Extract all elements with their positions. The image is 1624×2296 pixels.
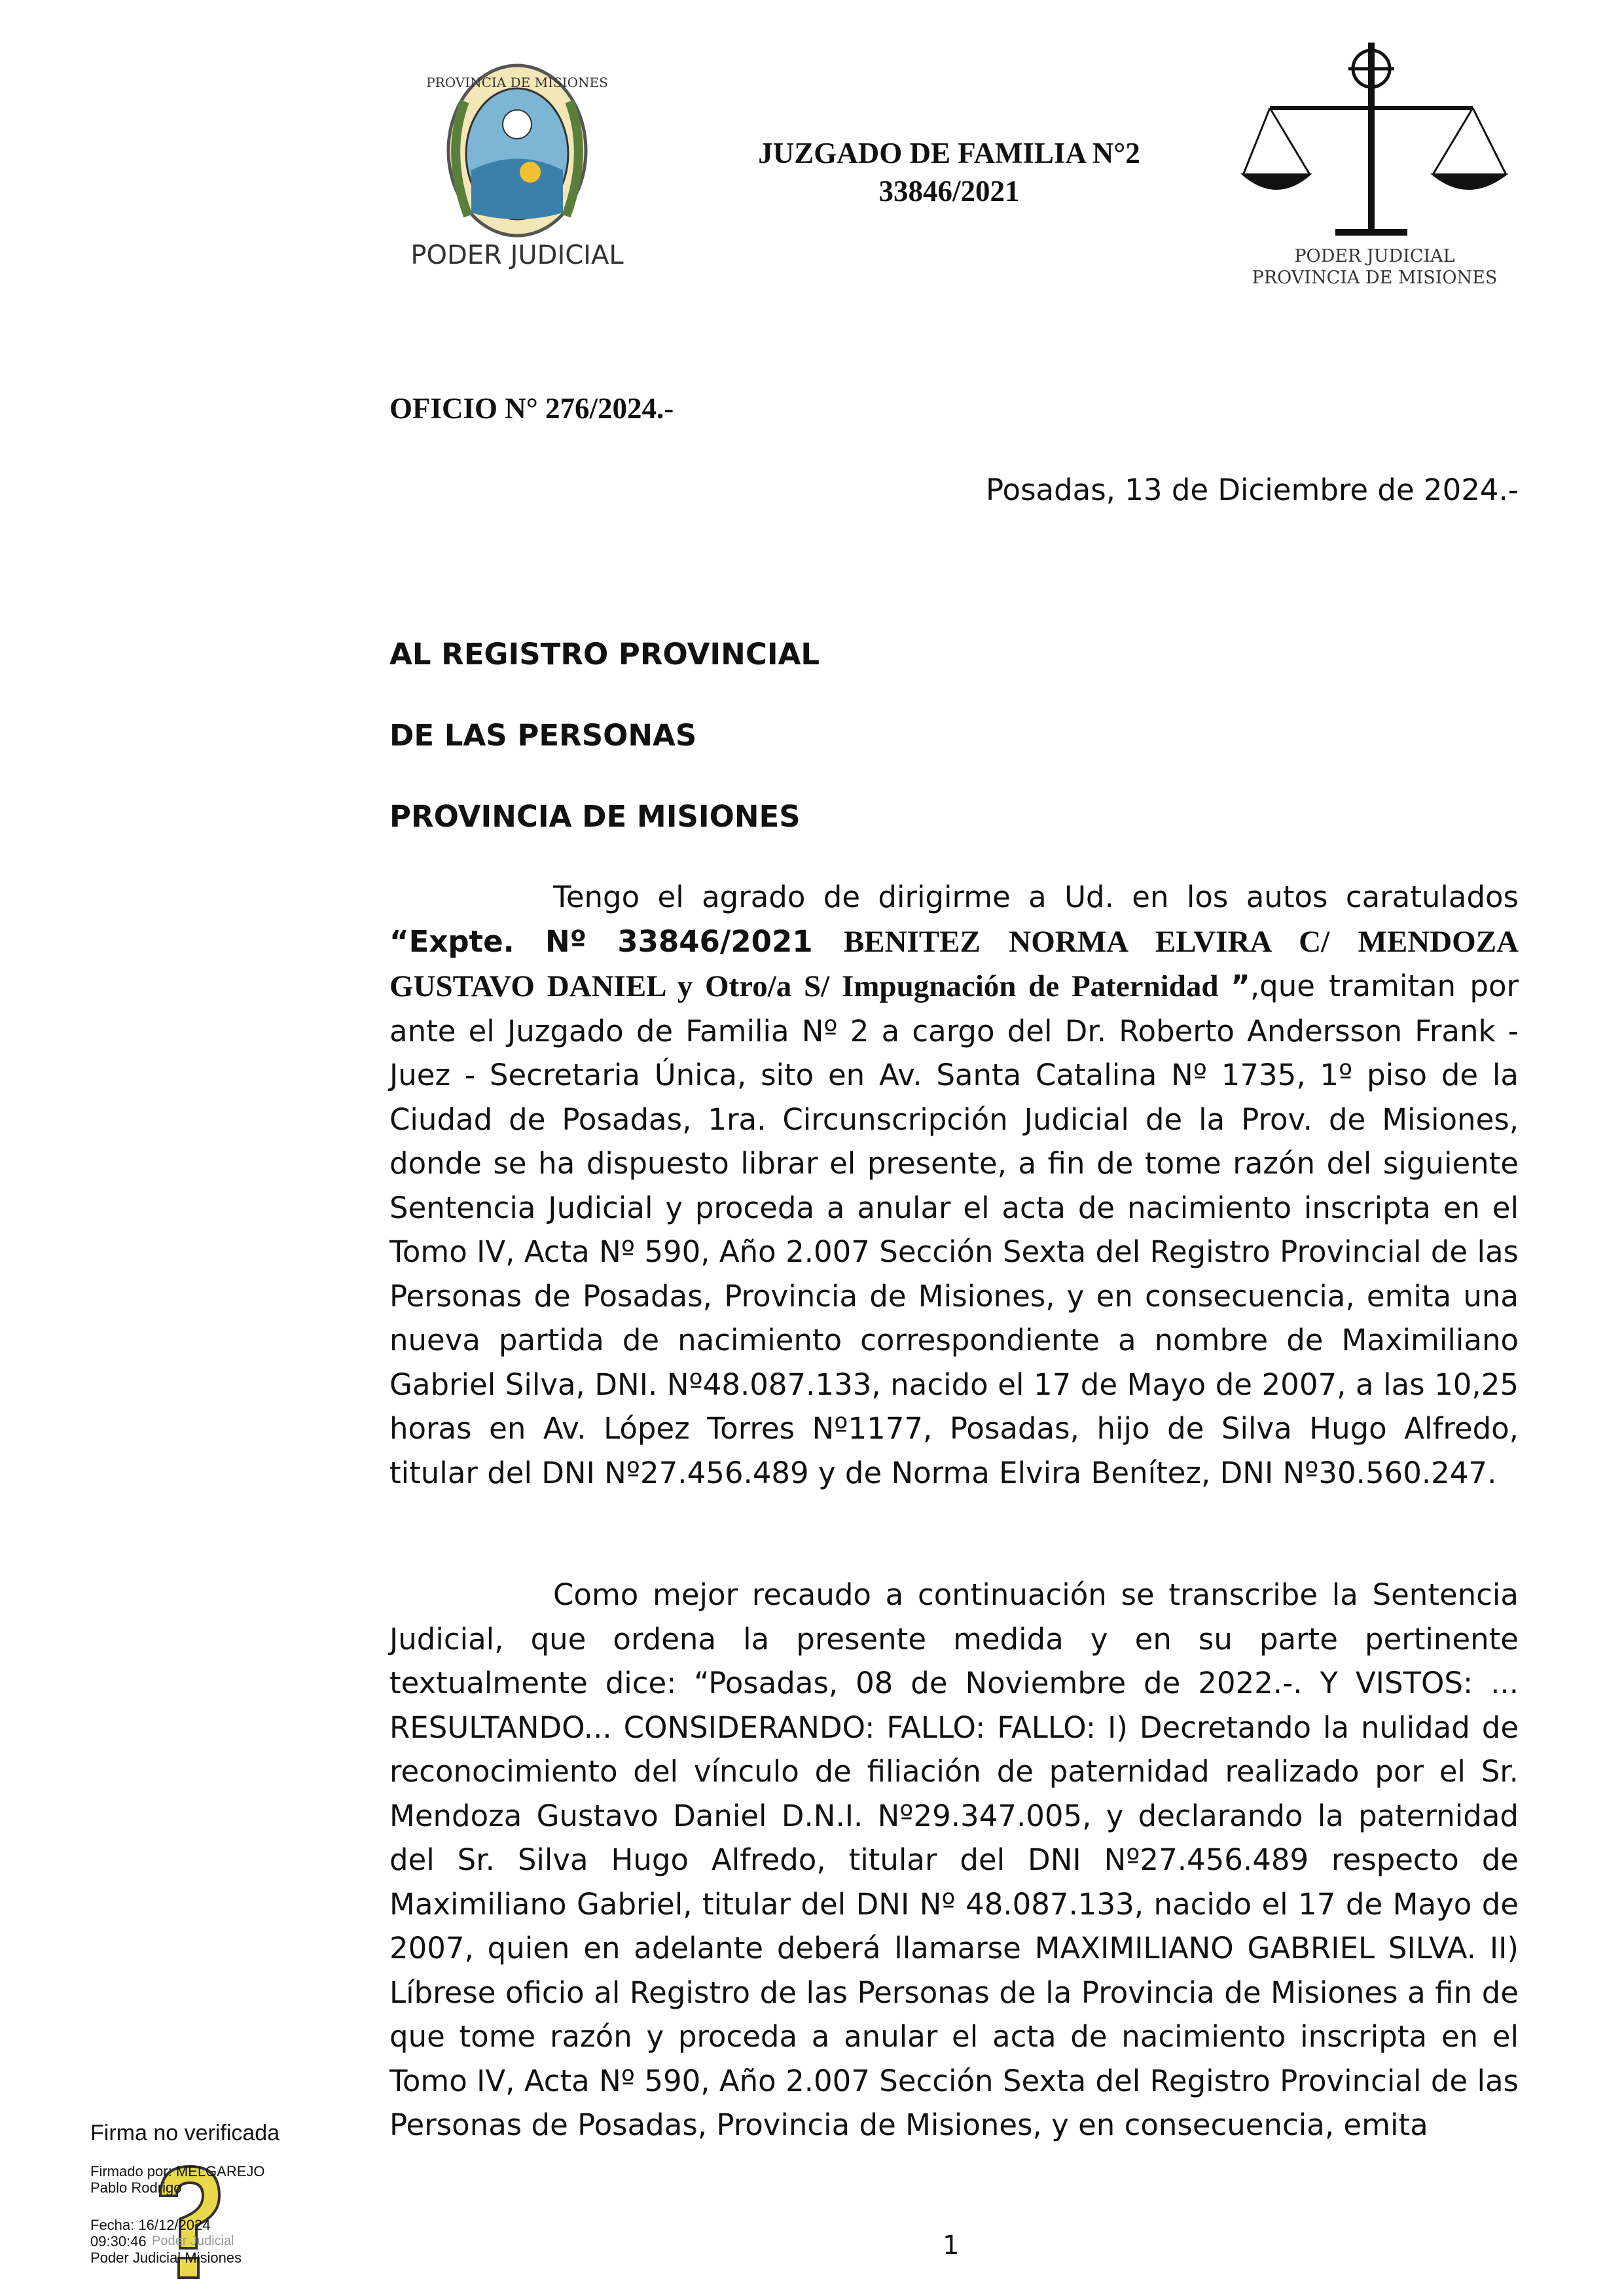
addressee-line-1: AL REGISTRO PROVINCIAL bbox=[389, 637, 820, 672]
oficio-number: OFICIO N° 276/2024.- bbox=[389, 392, 674, 425]
right-logo-caption-2: PROVINCIA DE MISIONES bbox=[1252, 268, 1498, 288]
page-number: 1 bbox=[943, 2231, 960, 2261]
signature-watermark: Poder Judicial bbox=[152, 2234, 234, 2248]
addressee-line-3: PROVINCIA DE MISIONES bbox=[389, 799, 801, 834]
court-header bbox=[687, 134, 1211, 210]
signature-time: 09:30:46 bbox=[90, 2233, 147, 2250]
case-number: 33846/2021 bbox=[878, 175, 1020, 207]
svg-text:PROVINCIA DE MISIONES: PROVINCIA DE MISIONES bbox=[426, 75, 608, 90]
place-and-date: Posadas, 13 de Diciembre de 2024.- bbox=[986, 473, 1519, 507]
right-logo-caption-1: PODER JUDICIAL bbox=[1294, 246, 1455, 266]
case-caption: BENITEZ NORMA ELVIRA C/ MENDOZA GUSTAVO DANIEL y Otro/a S/ Impugnación de Paternidad bbox=[389, 924, 1519, 1003]
province-seal-logo bbox=[373, 56, 661, 285]
signature-organization: Poder Judicial Misiones bbox=[90, 2250, 242, 2266]
left-logo-caption: PODER JUDICIAL bbox=[410, 240, 624, 270]
signature-signer-name: Pablo Rodrigo bbox=[90, 2179, 182, 2196]
scales-of-justice-logo bbox=[1231, 36, 1519, 291]
body-paragraph-1: Tengo el agrado de dirigirme a Ud. en los autos caratulados “Expte. Nº 33846/2021 BENITEZ NORMA ELVIRA C/ MENDOZA GUSTAVO DANIEL y Otro/a S/ Impugnación de Paternidad ”,que tramitan por ante el Juzgado de Familia Nº 2 a cargo del Dr. Roberto Andersson Frank - Juez - Secretaria Única, sito en Av. Santa Catalina Nº 1735, 1º piso de la Ciudad de Posadas, 1ra. Circunscripción Judicial de la Prov. de Misiones, donde se ha dispuesto librar el presente, a fin de tome razón del siguiente Sentencia Judicial y proceda a anular el acta de nacimiento inscripta en el Tomo IV, Acta Nº 590, Año 2.007 Sección Sexta del Registro Provincial de las Personas de Posadas, Provincia de Misiones, y en consecuencia, emita una nueva partida de nacimiento correspondiente a nombre de Maximiliano Gabriel Silva, DNI. Nº48.087.133, nacido el 17 de Mayo de 2007, a las 10,25 horas en Av. López Torres Nº1177, Posadas, hijo de Silva Hugo Alfredo, titular del DNI Nº27.456.489 y de Norma Elvira Benítez, DNI Nº30.560.247. bbox=[389, 880, 1519, 1490]
body-paragraph-2: Como mejor recaudo a continuación se transcribe la Sentencia Judicial, que ordena la presente medida y en su parte pertinente textualmente dice: “Posadas, 08 de Noviembre de 2022.-. Y VISTOS: ... RESULTANDO... CONSIDERANDO: FALLO: FALLO: I) Decretando la nulidad de reconocimiento del vínculo de filiación de paternidad realizado por el Sr. Mendoza Gustavo Daniel D.N.I. Nº29.347.005, y declarando la paternidad del Sr. Silva Hugo Alfredo, titular del DNI Nº27.456.489 respecto de Maximiliano Gabriel, titular del DNI Nº 48.087.133, nacido el 17 de Mayo de 2007, quien en adelante deberá llamarse MAXIMILIANO GABRIEL SILVA. II) Líbrese oficio al Registro de las Personas de la Provincia de Misiones a fin de que tome razón y proceda a anular el acta de nacimiento inscripta en el Tomo IV, Acta Nº 590, Año 2.007 Sección Sexta del Registro Provincial de las Personas de Posadas, Provincia de Misiones, y en consecuencia, emita bbox=[389, 1577, 1519, 2142]
signature-signer: Firmado por: MELGAREJO bbox=[90, 2163, 265, 2179]
court-name: JUZGADO DE FAMILIA N°2 bbox=[758, 137, 1140, 170]
addressee-line-2: DE LAS PERSONAS bbox=[389, 718, 697, 753]
signature-date: Fecha: 16/12/2024 bbox=[90, 2217, 211, 2233]
signature-status: Firma no verificada bbox=[90, 2121, 280, 2145]
case-reference: “Expte. Nº 33846/2021 bbox=[389, 924, 844, 959]
